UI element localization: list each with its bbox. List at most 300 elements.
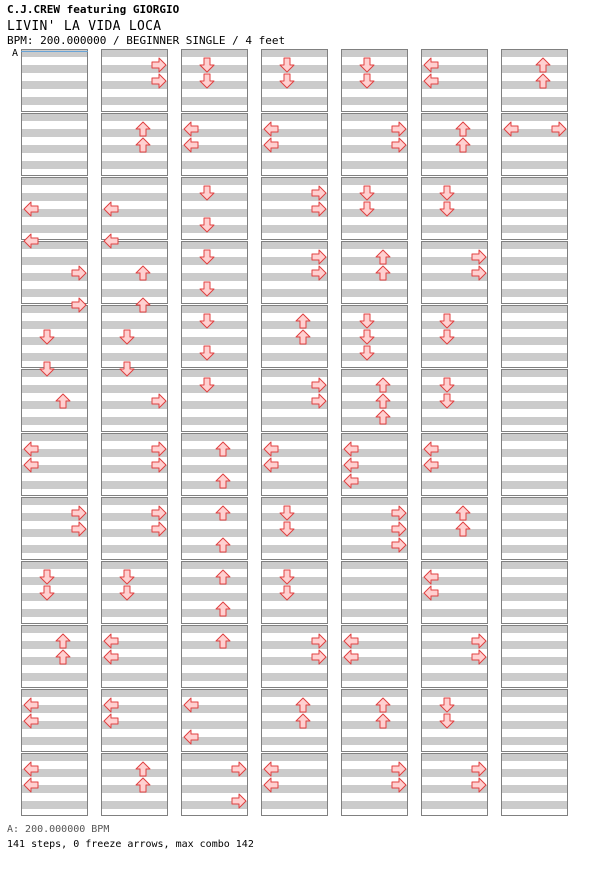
measure-block [341,49,408,112]
beat-stripe [421,689,488,697]
beat-stripe [261,97,328,105]
beat-stripe [341,49,408,57]
measure-block [181,561,248,624]
beat-stripe [261,625,328,633]
beat-stripe [501,529,568,537]
beat-stripe [261,609,328,617]
beat-stripe [21,481,88,489]
beat-stripe [501,449,568,457]
beat-stripe [101,305,168,313]
beat-stripe [101,737,168,745]
measure-block [501,561,568,624]
beat-stripe [101,193,168,201]
measure-block [21,369,88,432]
measure-block [21,305,88,368]
beat-stripe [261,433,328,441]
beat-stripe [421,113,488,121]
beat-stripe [181,305,248,313]
beat-stripe [261,417,328,425]
beat-stripe [341,337,408,345]
beat-stripe [501,609,568,617]
beat-stripe [341,705,408,713]
beat-stripe [501,385,568,393]
beat-stripe [261,337,328,345]
beat-stripe [181,465,248,473]
beat-stripe [421,129,488,137]
beat-stripe [101,97,168,105]
beat-stripe [501,161,568,169]
beat-stripe [181,241,248,249]
beat-stripe [261,161,328,169]
beat-stripe [501,625,568,633]
beat-stripe [181,721,248,729]
beat-stripe [421,337,488,345]
beat-stripe [101,433,168,441]
beat-stripe [421,513,488,521]
beat-stripe [421,673,488,681]
beat-stripe [181,177,248,185]
beat-stripe [261,241,328,249]
beat-stripe [181,561,248,569]
beat-stripe [21,609,88,617]
beat-stripe [501,513,568,521]
beat-stripe [341,673,408,681]
measure-block [21,113,88,176]
beat-stripe [101,353,168,361]
beat-stripe [421,241,488,249]
beat-stripe [341,385,408,393]
beat-stripe [21,417,88,425]
beat-stripe [501,257,568,265]
beat-stripe [21,385,88,393]
beat-stripe [21,401,88,409]
beat-stripe [261,177,328,185]
measure-block [181,433,248,496]
beat-stripe [181,513,248,521]
beat-stripe [341,161,408,169]
beat-stripe [181,577,248,585]
beat-stripe [21,497,88,505]
beat-stripe [341,305,408,313]
beat-stripe [261,737,328,745]
measure-block [101,305,168,368]
bpm-legend: A: 200.000000 BPM [7,824,110,835]
beat-stripe [501,193,568,201]
song-title: LIVIN' LA VIDA LOCA [7,19,162,34]
beat-stripe [261,225,328,233]
beat-stripe [501,177,568,185]
beat-stripe [421,145,488,153]
beat-stripe [341,721,408,729]
bpm-marker-label: A [12,48,19,59]
beat-stripe [501,225,568,233]
beat-stripe [341,369,408,377]
beat-stripe [101,769,168,777]
beat-stripe [21,625,88,633]
beat-stripe [421,193,488,201]
beat-stripe [21,753,88,761]
beat-stripe [421,49,488,57]
beat-stripe [501,417,568,425]
measure-block [341,689,408,752]
beat-stripe [101,225,168,233]
beat-stripe [341,737,408,745]
beat-stripe [261,529,328,537]
beat-stripe [421,529,488,537]
beat-stripe [261,353,328,361]
beat-stripe [421,385,488,393]
beat-stripe [341,593,408,601]
beat-stripe [181,337,248,345]
beat-stripe [101,497,168,505]
measure-block [421,497,488,560]
beat-stripe [421,417,488,425]
beat-stripe [421,705,488,713]
beat-stripe [181,161,248,169]
beat-stripe [261,305,328,313]
measure-block [261,689,328,752]
beat-stripe [341,193,408,201]
beat-stripe [261,369,328,377]
beat-stripe [181,641,248,649]
beat-stripe [181,321,248,329]
beat-stripe [101,129,168,137]
measure-block [501,49,568,112]
beat-stripe [421,433,488,441]
beat-stripe [181,625,248,633]
beat-stripe [501,113,568,121]
beat-stripe [261,65,328,73]
beat-stripe [341,401,408,409]
measure-block [501,177,568,240]
measure-block [421,305,488,368]
beat-stripe [21,641,88,649]
beat-stripe [501,305,568,313]
measure-block [341,177,408,240]
beat-stripe [181,689,248,697]
beat-stripe [501,65,568,73]
beat-stripe [501,705,568,713]
beat-stripe [21,97,88,105]
beat-stripe [341,225,408,233]
beat-stripe [421,353,488,361]
beat-stripe [341,177,408,185]
step-statistics: 141 steps, 0 freeze arrows, max combo 142 [7,839,254,850]
measure-block [181,753,248,816]
beat-stripe [261,513,328,521]
beat-stripe [21,801,88,809]
beat-stripe [261,321,328,329]
beat-stripe [21,577,88,585]
bpm-difficulty-line: BPM: 200.000000 / BEGINNER SINGLE / 4 feet [7,34,286,47]
beat-stripe [101,577,168,585]
beat-stripe [21,65,88,73]
beat-stripe [181,385,248,393]
beat-stripe [101,609,168,617]
beat-stripe [341,241,408,249]
beat-stripe [501,769,568,777]
beat-stripe [341,81,408,89]
beat-stripe [21,433,88,441]
beat-stripe [421,753,488,761]
beat-stripe [501,545,568,553]
beat-stripe [261,801,328,809]
beat-stripe [501,273,568,281]
beat-stripe [101,785,168,793]
beat-stripe [101,177,168,185]
beat-stripe [341,417,408,425]
beat-stripe [181,417,248,425]
beat-stripe [341,289,408,297]
measure-block [181,625,248,688]
beat-stripe [501,657,568,665]
measure-block [501,753,568,816]
beat-stripe [421,401,488,409]
measure-block [421,113,488,176]
beat-stripe [21,593,88,601]
beat-stripe [421,305,488,313]
beat-stripe [501,721,568,729]
measure-block [21,561,88,624]
beat-stripe [101,337,168,345]
beat-stripe [21,321,88,329]
beat-stripe [341,497,408,505]
beat-stripe [261,673,328,681]
beat-stripe [501,81,568,89]
beat-stripe [101,369,168,377]
beat-stripe [501,145,568,153]
beat-stripe [101,289,168,297]
beat-stripe [181,593,248,601]
beat-stripe [21,161,88,169]
beat-stripe [181,449,248,457]
beat-stripe [101,673,168,681]
beat-stripe [261,497,328,505]
beat-stripe [101,385,168,393]
beat-stripe [181,65,248,73]
measure-block [21,49,88,112]
beat-stripe [341,113,408,121]
beat-stripe [341,609,408,617]
beat-stripe [181,225,248,233]
beat-stripe [421,481,488,489]
beat-stripe [341,801,408,809]
beat-stripe [21,145,88,153]
beat-stripe [501,689,568,697]
beat-stripe [501,481,568,489]
beat-stripe [261,593,328,601]
beat-stripe [101,273,168,281]
beat-stripe [261,81,328,89]
beat-stripe [261,113,328,121]
measure-block [101,241,168,304]
beat-stripe [181,49,248,57]
beat-stripe [21,177,88,185]
beat-stripe [181,369,248,377]
beat-stripe [181,529,248,537]
beat-stripe [261,721,328,729]
measure-block [181,241,248,304]
beat-stripe [341,753,408,761]
beat-stripe [501,353,568,361]
beat-stripe [341,273,408,281]
beat-stripe [341,209,408,217]
beat-stripe [261,481,328,489]
beat-stripe [181,673,248,681]
beat-stripe [181,497,248,505]
beat-stripe [21,81,88,89]
beat-stripe [421,225,488,233]
beat-stripe [101,321,168,329]
measure-block [341,369,408,432]
measure-block [181,49,248,112]
beat-stripe [21,225,88,233]
beat-stripe [421,625,488,633]
beat-stripe [21,193,88,201]
measure-block [181,177,248,240]
measure-block [261,561,328,624]
beat-stripe [261,577,328,585]
beat-stripe [101,689,168,697]
measure-block [421,177,488,240]
beat-stripe [421,561,488,569]
bpm-marker-line [21,51,88,52]
measure-block [181,369,248,432]
beat-stripe [421,97,488,105]
beat-stripe [501,337,568,345]
beat-stripe [21,129,88,137]
beat-stripe [181,401,248,409]
beat-stripe [181,609,248,617]
beat-stripe [501,785,568,793]
beat-stripe [21,353,88,361]
beat-stripe [501,209,568,217]
beat-stripe [501,433,568,441]
beat-stripe [501,321,568,329]
beat-stripe [101,161,168,169]
measure-block [501,433,568,496]
beat-stripe [341,433,408,441]
beat-stripe [101,49,168,57]
beat-stripe [101,545,168,553]
beat-stripe [341,257,408,265]
measure-block [501,689,568,752]
beat-stripe [341,577,408,585]
beat-stripe [181,433,248,441]
song-artist: C.J.CREW featuring GIORGIO [7,3,180,16]
beat-stripe [261,545,328,553]
beat-stripe [341,689,408,697]
beat-stripe [101,145,168,153]
measure-block [181,497,248,560]
beat-stripe [501,289,568,297]
beat-stripe [261,289,328,297]
beat-stripe [501,577,568,585]
measure-block [101,753,168,816]
beat-stripe [421,177,488,185]
beat-stripe [21,561,88,569]
beat-stripe [101,801,168,809]
measure-block [101,113,168,176]
beat-stripe [341,65,408,73]
beat-stripe [421,801,488,809]
beat-stripe [181,753,248,761]
beat-stripe [181,97,248,105]
beat-stripe [501,737,568,745]
beat-stripe [181,193,248,201]
beat-stripe [181,785,248,793]
beat-stripe [261,705,328,713]
beat-stripe [421,609,488,617]
beat-stripe [501,401,568,409]
beat-stripe [421,209,488,217]
beat-stripe [501,241,568,249]
measure-block [261,305,328,368]
beat-stripe [181,209,248,217]
beat-stripe [101,481,168,489]
beat-stripe [181,545,248,553]
beat-stripe [261,753,328,761]
beat-stripe [101,753,168,761]
beat-stripe [421,737,488,745]
measure-block [501,369,568,432]
beat-stripe [181,273,248,281]
measure-block [181,305,248,368]
beat-stripe [501,497,568,505]
beat-stripe [261,49,328,57]
beat-stripe [341,97,408,105]
measure-block [501,497,568,560]
beat-stripe [21,369,88,377]
beat-stripe [181,289,248,297]
beat-stripe [21,113,88,121]
measure-block [341,561,408,624]
beat-stripe [501,801,568,809]
beat-stripe [21,545,88,553]
beat-stripe [21,257,88,265]
beat-stripe [421,721,488,729]
measure-block [101,561,168,624]
beat-stripe [101,113,168,121]
beat-stripe [341,321,408,329]
measure-block [341,241,408,304]
beat-stripe [21,689,88,697]
beat-stripe [501,641,568,649]
beat-stripe [21,737,88,745]
beat-stripe [501,49,568,57]
beat-stripe [181,481,248,489]
beat-stripe [501,753,568,761]
measure-block [501,305,568,368]
beat-stripe [341,353,408,361]
beat-stripe [421,289,488,297]
beat-stripe [21,673,88,681]
beat-stripe [501,561,568,569]
beat-stripe [421,321,488,329]
beat-stripe [181,257,248,265]
beat-stripe [501,673,568,681]
beat-stripe [421,545,488,553]
beat-stripe [21,337,88,345]
beat-stripe [261,561,328,569]
measure-block [261,497,328,560]
measure-block [421,369,488,432]
beat-stripe [101,417,168,425]
beat-stripe [501,369,568,377]
measure-block [21,625,88,688]
beat-stripe [181,657,248,665]
beat-stripe [501,97,568,105]
